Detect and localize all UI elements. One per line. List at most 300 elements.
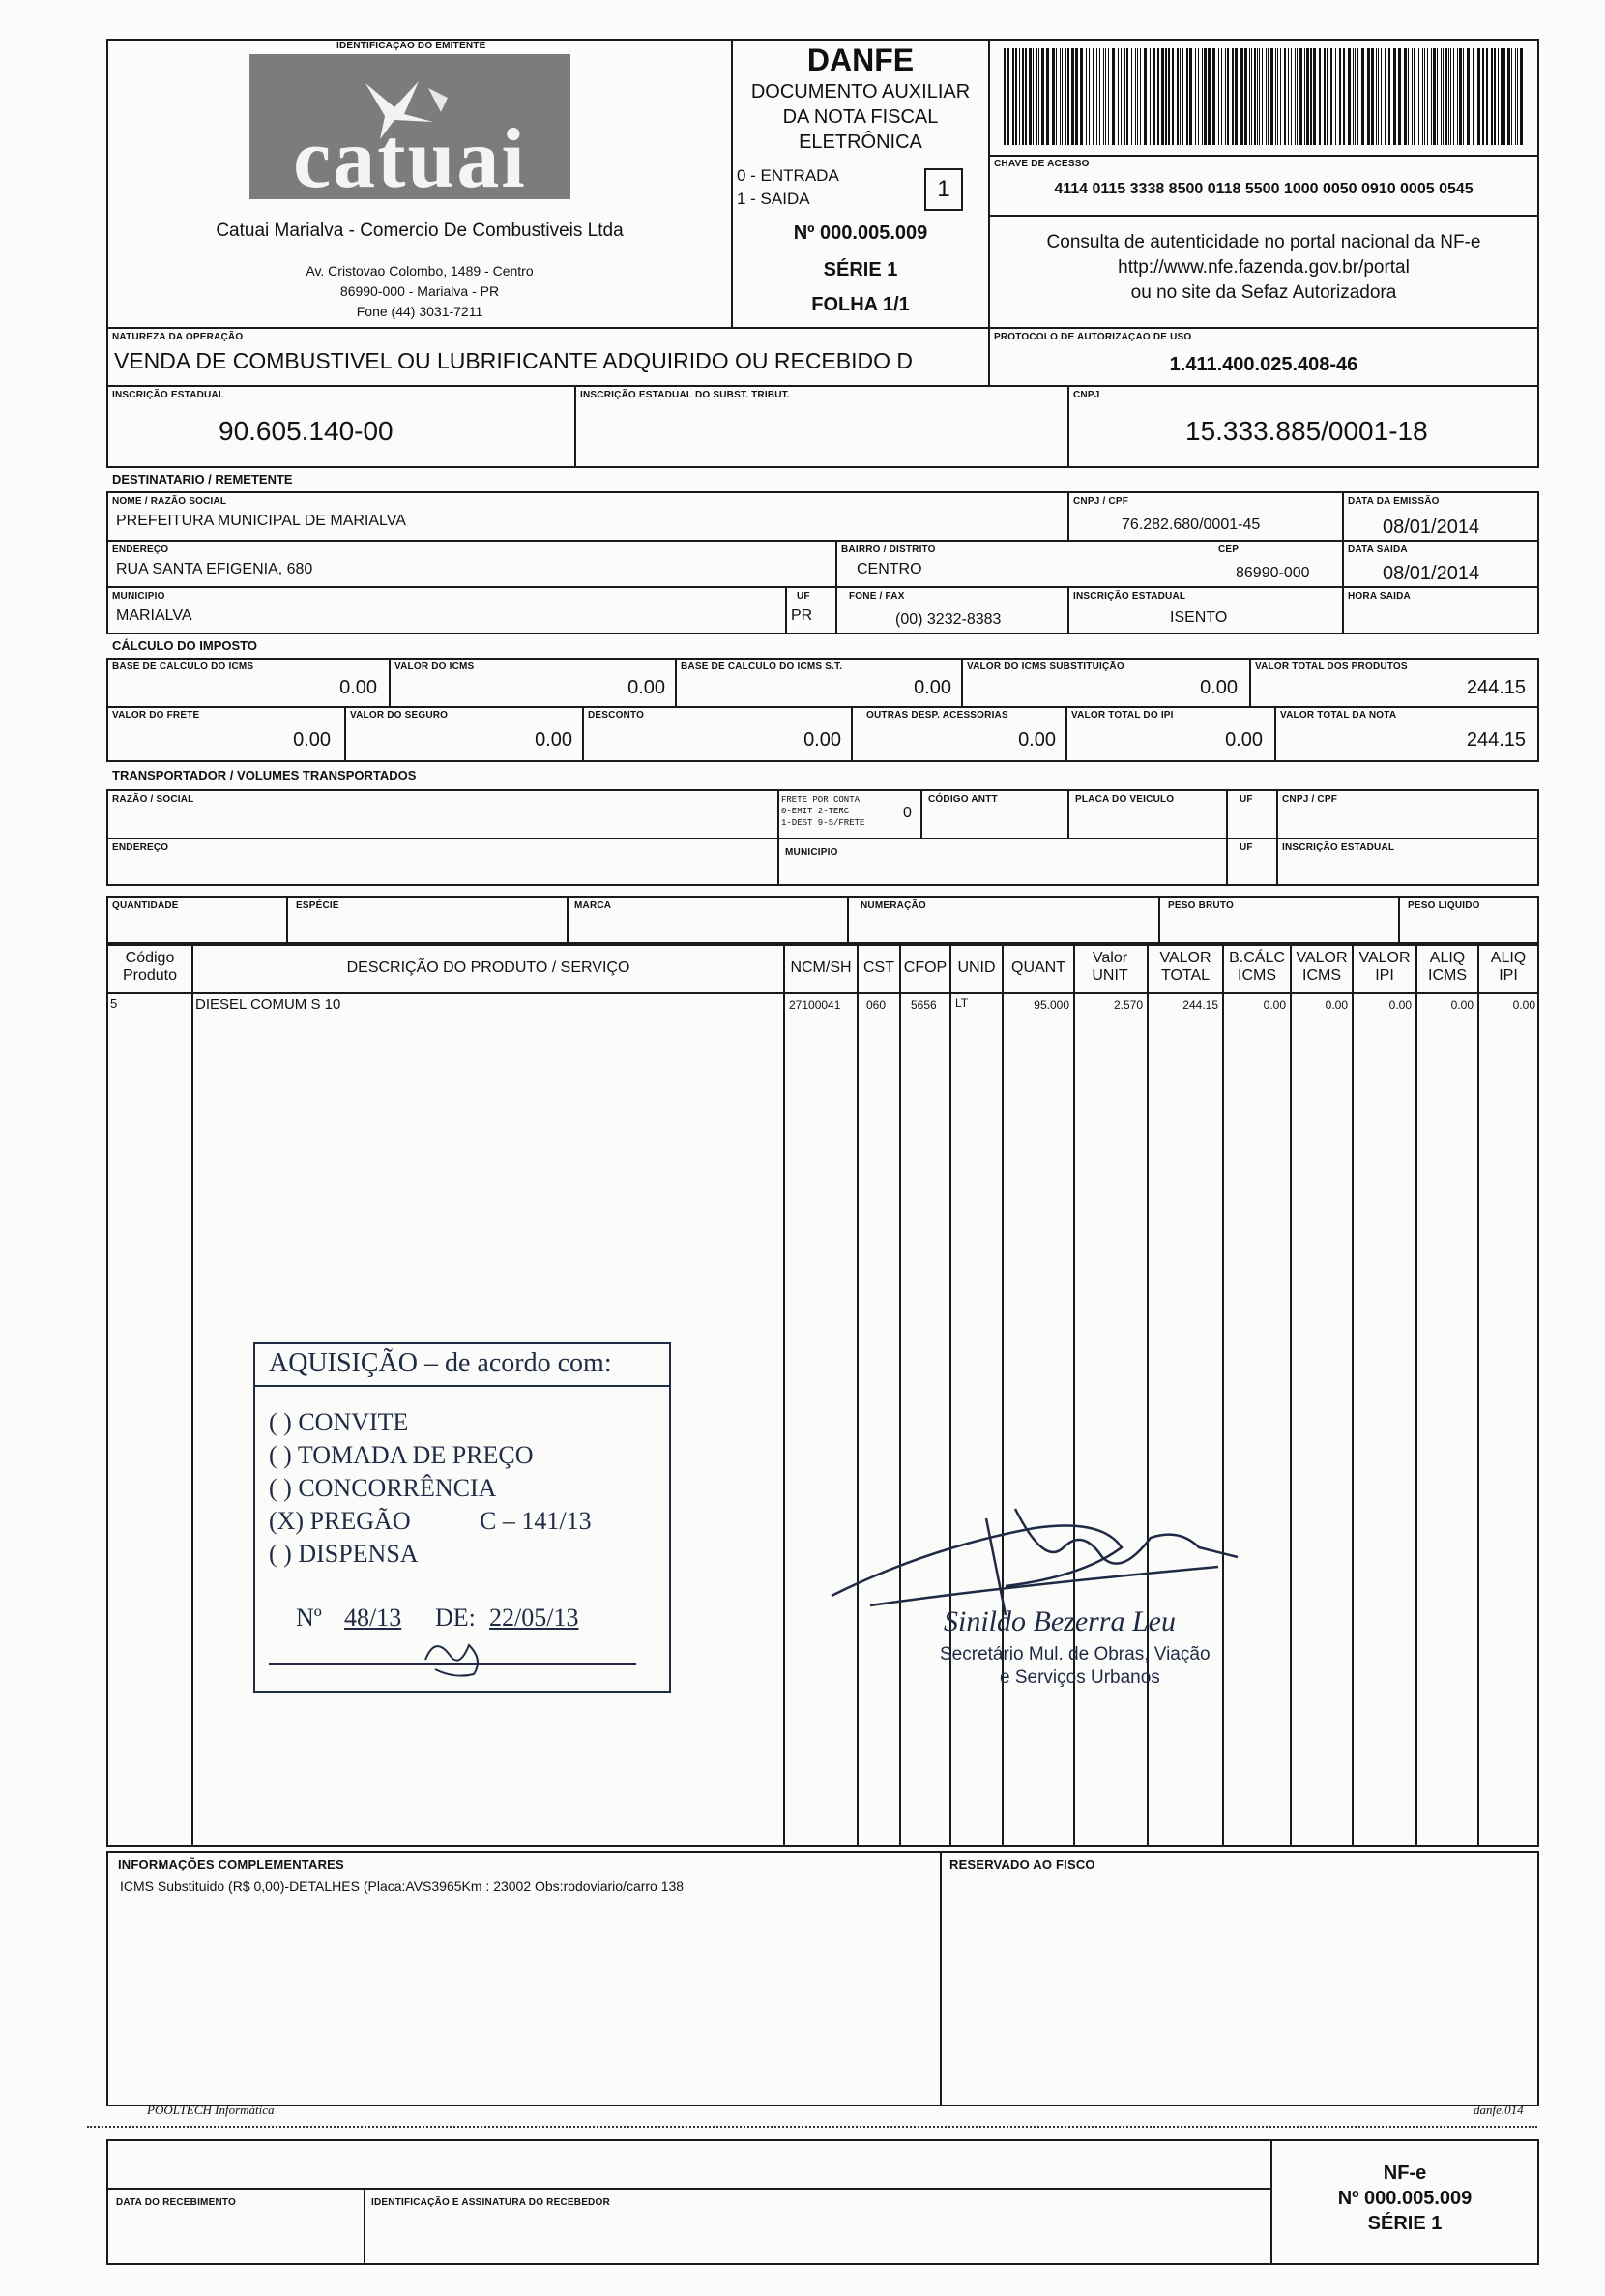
- prod-col-div-11: [1352, 944, 1354, 1847]
- row-ncm: 27100041: [789, 998, 841, 1012]
- barcode-bar: [1381, 48, 1382, 145]
- prod-col-div-12: [1415, 944, 1417, 1847]
- barcode-bar: [1288, 48, 1289, 145]
- canhoto-row-line: [106, 2188, 1270, 2190]
- imp-bc-icms-label: BASE DE CALCULO DO ICMS: [112, 662, 254, 672]
- transp-antt-label: CÓDIGO ANTT: [928, 794, 998, 805]
- barcode-bar: [1118, 48, 1119, 145]
- row-codigo: 5: [110, 996, 118, 1011]
- dest-cep: 86990-000: [1236, 565, 1310, 581]
- barcode-bar: [1080, 48, 1083, 145]
- transp-div-frete: [777, 789, 779, 886]
- barcode-bar: [1062, 48, 1063, 145]
- imp-desconto-label: DESCONTO: [588, 710, 645, 721]
- barcode-bar: [1385, 48, 1386, 145]
- barcode-bar: [1189, 48, 1192, 145]
- vol-div-2: [567, 896, 569, 944]
- dest-bairro: CENTRO: [857, 561, 922, 577]
- dest-endereco: RUA SANTA EFIGENIA, 680: [116, 561, 313, 577]
- danfe-subtitle-2: DA NOTA FISCAL: [782, 106, 939, 128]
- dest-endereco-label: ENDEREÇO: [112, 545, 169, 555]
- dest-vline-cnpj: [1067, 491, 1069, 540]
- th-aliq-icms: ALIQ ICMS: [1428, 950, 1467, 984]
- barcode-bar: [1284, 48, 1286, 145]
- barcode-bar: [1022, 48, 1024, 145]
- prod-col-div-9: [1222, 944, 1224, 1847]
- signature-name: Sinildo Bezerra Leu: [944, 1605, 1176, 1637]
- barcode-bar: [1433, 48, 1436, 145]
- barcode-bar: [1280, 48, 1281, 145]
- barcode-bar: [1038, 48, 1039, 145]
- danfe-folha: FOLHA 1/1: [811, 294, 910, 315]
- barcode-bar: [1268, 48, 1269, 145]
- barcode-bar: [1096, 48, 1097, 145]
- barcode-bar: [1254, 48, 1256, 145]
- barcode-bar: [1324, 48, 1326, 145]
- transp-frete-line-3: 1-DEST 9-S/FRETE: [781, 818, 865, 828]
- barcode-bar: [1275, 48, 1276, 145]
- barcode-bar: [1304, 48, 1305, 145]
- barcode-bar: [1501, 48, 1503, 145]
- barcode-bar: [1025, 48, 1027, 145]
- transportador-section-title: TRANSPORTADOR / VOLUMES TRANSPORTADOS: [112, 768, 417, 782]
- barcode-bar: [1227, 48, 1229, 145]
- barcode-bar: [1180, 48, 1181, 145]
- signature-role-1: Secretário Mul. de Obras, Viação: [940, 1644, 1211, 1664]
- th-quant: QUANT: [1011, 959, 1065, 976]
- prod-col-div-2: [783, 944, 785, 1847]
- barcode-bar: [1168, 48, 1170, 145]
- barcode-bar: [1393, 48, 1396, 145]
- barcode-bar: [1012, 48, 1014, 145]
- barcode-bar: [1398, 48, 1401, 145]
- barcode-bar: [1075, 48, 1078, 145]
- barcode-bar: [1450, 48, 1451, 145]
- barcode-bar: [1418, 48, 1419, 145]
- barcode-bar: [1015, 48, 1017, 145]
- aquisicao-stamp: [253, 1342, 671, 1693]
- barcode-bar: [1266, 48, 1267, 145]
- barcode-bar: [1033, 48, 1034, 145]
- vol-peso-liquido-label: PESO LIQUIDO: [1408, 900, 1480, 911]
- barcode-bar: [1212, 48, 1215, 145]
- barcode-bar: [1089, 48, 1090, 145]
- barcode-bar: [1482, 48, 1484, 145]
- row-total: 244.15: [1182, 998, 1218, 1012]
- barcode-bar: [1295, 48, 1296, 145]
- danfe-numero: Nº 000.005.009: [793, 222, 928, 244]
- fisco-box: [940, 1851, 1539, 2106]
- dest-row-line-2: [106, 586, 1539, 588]
- logo-text: catuai: [293, 112, 527, 206]
- chave-value: 4114 0115 3338 8500 0118 5500 1000 0050 0910 0005 0545: [1054, 181, 1474, 197]
- dest-emissao: 08/01/2014: [1383, 516, 1480, 538]
- imp-total-nota: 244.15: [1466, 729, 1526, 751]
- transp-div-cnpj: [1276, 789, 1278, 886]
- barcode-bar: [1131, 48, 1132, 145]
- barcode-bar: [1310, 48, 1312, 145]
- barcode-bar: [1157, 48, 1159, 145]
- dest-fone: (00) 3232-8383: [895, 611, 1002, 628]
- imp-ipi: 0.00: [1225, 729, 1263, 751]
- produtos-header-line: [106, 992, 1539, 994]
- barcode-bar: [1319, 48, 1321, 145]
- dest-row-line-1: [106, 540, 1539, 542]
- barcode-bar: [1108, 48, 1109, 145]
- barcode-bar: [1202, 48, 1203, 145]
- barcode-bar: [1105, 48, 1106, 145]
- emitente-address-2: 86990-000 - Marialva - PR: [339, 283, 500, 299]
- barcode-bar: [1313, 48, 1316, 145]
- row-v-ipi: 0.00: [1388, 998, 1412, 1012]
- barcode-bar: [1494, 48, 1496, 145]
- dest-nome-label: NOME / RAZÃO SOCIAL: [112, 496, 227, 507]
- chave-divider-bottom: [988, 215, 1539, 217]
- barcode-bar: [1459, 48, 1462, 145]
- imp-v-st-label: VALOR DO ICMS SUBSTITUIÇÃO: [967, 662, 1124, 672]
- imp-frete: 0.00: [293, 729, 331, 751]
- transp-row-line: [106, 838, 1539, 839]
- barcode-bar: [1348, 48, 1351, 145]
- stamp-opt-2: ( ) TOMADA DE PREÇO: [269, 1441, 534, 1469]
- barcode-bar: [1065, 48, 1066, 145]
- barcode-bar: [1357, 48, 1358, 145]
- vol-marca-label: MARCA: [574, 900, 612, 911]
- barcode-bar: [1140, 48, 1141, 145]
- imp-ipi-label: VALOR TOTAL DO IPI: [1071, 710, 1174, 721]
- dest-municipio-label: MUNICIPIO: [112, 591, 165, 602]
- imp-total-prod-label: VALOR TOTAL DOS PRODUTOS: [1255, 662, 1408, 672]
- ie-divider-2: [1067, 385, 1069, 468]
- th-valor-unit: Valor UNIT: [1092, 950, 1128, 984]
- imp-seguro-label: VALOR DO SEGURO: [350, 710, 449, 721]
- consulta-line-1: Consulta de autenticidade no portal nacional da NF-e: [1046, 232, 1481, 252]
- barcode-bar: [1099, 48, 1100, 145]
- barcode-bar: [1208, 48, 1211, 145]
- row-aliq-icms: 0.00: [1450, 998, 1474, 1012]
- cnpj-emitente-value: 15.333.885/0001-18: [1185, 416, 1428, 446]
- barcode-bar: [1473, 48, 1474, 145]
- dest-vline-uf: [785, 586, 787, 634]
- prod-col-div-5: [949, 944, 951, 1847]
- barcode-bar: [1477, 48, 1480, 145]
- vol-numeracao-label: NUMERAÇÃO: [861, 900, 926, 911]
- barcode-bar: [1204, 48, 1207, 145]
- barcode-bar: [1371, 48, 1374, 145]
- dest-vline-ie: [1067, 586, 1069, 634]
- stamp-num-prefix: Nº: [296, 1604, 322, 1632]
- destinatario-section-title: DESTINATARIO / REMETENTE: [112, 472, 293, 486]
- barcode-bar: [1195, 48, 1196, 145]
- barcode-bar: [1161, 48, 1164, 145]
- dest-vline-date: [1342, 491, 1344, 634]
- barcode-bar: [1137, 48, 1138, 145]
- row-descricao: DIESEL COMUM S 10: [195, 996, 341, 1013]
- natureza-label: NATUREZA DA OPERAÇÃO: [112, 332, 244, 342]
- canhoto-serie: SÉRIE 1: [1367, 2213, 1443, 2234]
- barcode-bar: [1244, 48, 1247, 145]
- stamp-num: 48/13: [344, 1604, 402, 1632]
- prod-col-div-3: [857, 944, 859, 1847]
- transp-ie-label: INSCRIÇÃO ESTADUAL: [1282, 842, 1395, 853]
- barcode-bar: [1427, 48, 1428, 145]
- dest-fone-label: FONE / FAX: [849, 591, 905, 602]
- barcode-bar: [1060, 48, 1061, 145]
- stamp-title-line: [255, 1385, 669, 1387]
- vol-div-1: [286, 896, 288, 944]
- barcode-bar: [1422, 48, 1423, 145]
- barcode-bar: [1486, 48, 1488, 145]
- emitente-phone: Fone (44) 3031-7211: [356, 304, 483, 319]
- dest-nome: PREFEITURA MUNICIPAL DE MARIALVA: [116, 513, 406, 529]
- danfe-subtitle-1: DOCUMENTO AUXILIAR: [750, 81, 971, 103]
- barcode-bar: [1414, 48, 1415, 145]
- dest-uf-label: UF: [797, 591, 810, 602]
- barcode-bar: [1441, 48, 1442, 145]
- imp-total-nota-label: VALOR TOTAL DA NOTA: [1280, 710, 1397, 721]
- transp-frete-line-2: 0-EMIT 2-TERC: [781, 807, 850, 816]
- barcode-bar: [1071, 48, 1074, 145]
- barcode-bar: [1507, 48, 1510, 145]
- ie-divider-1: [574, 385, 576, 468]
- prod-col-div-1: [191, 944, 193, 1847]
- barcode-bar: [1445, 48, 1447, 145]
- vol-peso-bruto-label: PESO BRUTO: [1168, 900, 1234, 911]
- barcode-bar: [1443, 48, 1444, 145]
- dest-emissao-label: DATA DA EMISSÃO: [1348, 496, 1440, 507]
- danfe-saida: 1 - SAIDA: [737, 190, 810, 208]
- th-descricao: DESCRIÇÃO DO PRODUTO / SERVIÇO: [346, 959, 630, 976]
- emitente-header-label: IDENTIFICAÇÃO DO EMITENTE: [336, 41, 486, 51]
- emitente-name: Catuai Marialva - Comercio De Combustiveis Ltda: [216, 221, 624, 241]
- barcode-bar: [1144, 48, 1147, 145]
- barcode-bar: [1153, 48, 1155, 145]
- dest-cnpj: 76.282.680/0001-45: [1122, 516, 1261, 533]
- transp-frete-line-1: FRETE POR CONTA: [781, 795, 861, 805]
- dest-saida-label: DATA SAIDA: [1348, 545, 1408, 555]
- barcode-bar: [1172, 48, 1174, 145]
- transp-razao-label: RAZÃO / SOCIAL: [112, 794, 194, 805]
- row-quant: 95.000: [1034, 998, 1069, 1012]
- imp-v-st: 0.00: [1200, 677, 1238, 698]
- barcode-bar: [1112, 48, 1115, 145]
- protocolo-label: PROTOCOLO DE AUTORIZAÇAO DE USO: [994, 332, 1192, 342]
- barcode-bar: [1327, 48, 1328, 145]
- vendor-footer: POOLTECH Informática: [147, 2103, 275, 2117]
- imp-bc-st: 0.00: [914, 677, 951, 698]
- ie-st-label: INSCRIÇÃO ESTADUAL DO SUBST. TRIBUT.: [580, 390, 790, 400]
- barcode-bar: [1378, 48, 1379, 145]
- dest-uf: PR: [791, 607, 813, 624]
- canhoto-data-label: DATA DO RECEBIMENTO: [116, 2197, 236, 2208]
- barcode-bar: [1135, 48, 1136, 145]
- prod-col-div-7: [1073, 944, 1075, 1847]
- barcode-bar: [1448, 48, 1449, 145]
- imposto-section-title: CÁLCULO DO IMPOSTO: [112, 638, 257, 653]
- barcode-bar: [1467, 48, 1470, 145]
- barcode-bar: [1218, 48, 1219, 145]
- imp-total-prod: 244.15: [1466, 677, 1526, 698]
- barcode-bar: [1517, 48, 1518, 145]
- barcode-bar: [1041, 48, 1044, 145]
- dest-cnpj-label: CNPJ / CPF: [1073, 496, 1129, 507]
- row-cst: 060: [866, 998, 887, 1012]
- transp-frete-value: 0: [903, 805, 912, 821]
- th-unid: UNID: [957, 959, 996, 976]
- th-bc-icms: B.CÁLC ICMS: [1229, 950, 1285, 984]
- barcode-bar: [1343, 48, 1345, 145]
- imp-seguro: 0.00: [535, 729, 572, 751]
- prod-col-div-4: [899, 944, 901, 1847]
- barcode-bar: [1424, 48, 1425, 145]
- barcode-bar: [1004, 48, 1006, 145]
- barcode-bar: [1361, 48, 1364, 145]
- imp-desconto: 0.00: [803, 729, 841, 751]
- barcode-bar: [1404, 48, 1407, 145]
- barcode-bar: [1067, 48, 1069, 145]
- barcode-bar: [1121, 48, 1122, 145]
- vol-div-4: [1158, 896, 1160, 944]
- barcode-bar: [1297, 48, 1298, 145]
- barcode-bar: [1093, 48, 1094, 145]
- barcode-bar: [1437, 48, 1438, 145]
- barcode-bar: [1291, 48, 1292, 145]
- barcode-bar: [1086, 48, 1087, 145]
- barcode-bar: [1299, 48, 1302, 145]
- barcode-bar: [1520, 48, 1523, 145]
- barcode-bar: [1221, 48, 1222, 145]
- barcode-bar: [1126, 48, 1128, 145]
- barcode-bar: [1182, 48, 1183, 145]
- barcode-bar: [1257, 48, 1258, 145]
- barcode-bar: [1412, 48, 1413, 145]
- stamp-de: 22/05/13: [489, 1604, 579, 1632]
- fisco-label: RESERVADO AO FISCO: [949, 1857, 1095, 1871]
- stamp-title: AQUISIÇÃO – de acordo com:: [269, 1348, 612, 1378]
- company-logo: [249, 54, 570, 206]
- barcode-bar: [1235, 48, 1238, 145]
- canhoto-div-1: [364, 2188, 365, 2265]
- barcode-bar: [1277, 48, 1278, 145]
- vendor-code: danfe.014: [1474, 2103, 1524, 2117]
- dest-bairro-label: BAIRRO / DISTRITO: [841, 545, 936, 555]
- transp-div-antt: [920, 789, 922, 838]
- stamp-opt-5: ( ) DISPENSA: [269, 1540, 419, 1568]
- ie-label: INSCRIÇÃO ESTADUAL: [112, 390, 225, 400]
- barcode-bar: [1408, 48, 1409, 145]
- danfe-subtitle-3: ELETRÔNICA: [799, 132, 922, 153]
- consulta-line-2: http://www.nfe.fazenda.gov.br/portal: [1118, 257, 1410, 278]
- vol-quantidade-label: QUANTIDADE: [112, 900, 179, 911]
- barcode-bar: [1457, 48, 1458, 145]
- th-valor-total: VALOR TOTAL: [1159, 950, 1211, 984]
- stamp-opt-3: ( ) CONCORRÊNCIA: [269, 1474, 497, 1502]
- th-codigo: Código Produto: [122, 950, 178, 984]
- imp-outras: 0.00: [1018, 729, 1056, 751]
- barcode-bar: [1225, 48, 1226, 145]
- barcode-bar: [1270, 48, 1273, 145]
- barcode-bar: [1150, 48, 1151, 145]
- barcode-bar: [1186, 48, 1188, 145]
- consulta-line-3: ou no site da Sefaz Autorizadora: [1130, 282, 1397, 303]
- th-aliq-ipi: ALIQ IPI: [1490, 950, 1527, 984]
- danfe-tipo-box: 1: [924, 168, 963, 211]
- dest-vline-bairro: [835, 540, 837, 634]
- row-v-icms: 0.00: [1325, 998, 1348, 1012]
- barcode-bar: [1198, 48, 1199, 145]
- th-valor-ipi: VALOR IPI: [1358, 950, 1411, 984]
- stamp-opt-4-ref: C – 141/13: [480, 1507, 592, 1535]
- barcode-bar: [1052, 48, 1055, 145]
- dest-ie: ISENTO: [1170, 609, 1228, 626]
- barcode-bar: [1431, 48, 1432, 145]
- transp-placa-label: PLACA DO VEICULO: [1075, 794, 1175, 805]
- emitente-address-1: Av. Cristovao Colombo, 1489 - Centro: [306, 263, 534, 279]
- barcode-bar: [1498, 48, 1499, 145]
- transp-uf-label: UF: [1240, 794, 1253, 805]
- vol-div-3: [847, 896, 849, 944]
- signature-role-2: e Serviços Urbanos: [1000, 1667, 1160, 1688]
- barcode-bar: [1503, 48, 1505, 145]
- barcode-bar: [1124, 48, 1125, 145]
- row-cfop: 5656: [911, 998, 937, 1012]
- imp-v-icms-label: VALOR DO ICMS: [394, 662, 475, 672]
- th-valor-icms: VALOR ICMS: [1296, 950, 1348, 984]
- barcode-bar: [1355, 48, 1356, 145]
- transp-div-placa: [1067, 789, 1069, 838]
- barcode-bar: [1165, 48, 1167, 145]
- canhoto-nfe: NF-e: [1383, 2163, 1427, 2184]
- barcode-bar: [1046, 48, 1049, 145]
- barcode-bar: [1036, 48, 1037, 145]
- vol-especie-label: ESPÉCIE: [296, 900, 339, 911]
- barcode-bar: [1515, 48, 1516, 145]
- chave-divider-top: [988, 155, 1539, 157]
- stamp-opt-1: ( ) CONVITE: [269, 1408, 409, 1436]
- barcode-bar: [1251, 48, 1252, 145]
- barcode-bar: [1007, 48, 1009, 145]
- barcode-bar: [1232, 48, 1234, 145]
- dest-cep-label: CEP: [1218, 545, 1240, 555]
- dest-ie-label: INSCRIÇÃO ESTADUAL: [1073, 591, 1186, 602]
- barcode-bar: [1330, 48, 1332, 145]
- row-unid: LT: [955, 996, 969, 1010]
- cnpj-emitente-label: CNPJ: [1073, 390, 1100, 400]
- barcode-bar: [1240, 48, 1243, 145]
- transp-cnpj-label: CNPJ / CPF: [1282, 794, 1338, 805]
- chave-label: CHAVE DE ACESSO: [994, 159, 1090, 169]
- imp-outras-label: OUTRAS DESP. ACESSORIAS: [866, 710, 1008, 721]
- dest-municipio: MARIALVA: [116, 607, 192, 624]
- th-ncm: NCM/SH: [790, 959, 852, 976]
- th-cfop: CFOP: [903, 959, 948, 976]
- barcode-bar: [1388, 48, 1390, 145]
- barcode-bar: [1019, 48, 1020, 145]
- barcode-bar: [1339, 48, 1341, 145]
- imp-bc-icms: 0.00: [339, 677, 377, 698]
- prod-col-div-8: [1147, 944, 1149, 1847]
- barcode-bar: [1029, 48, 1032, 145]
- prod-col-div-10: [1290, 944, 1292, 1847]
- transp-uf2-label: UF: [1240, 842, 1253, 853]
- barcode-bar: [1511, 48, 1512, 145]
- barcode: [1004, 48, 1526, 145]
- row-bc-icms: 0.00: [1263, 998, 1286, 1012]
- barcode-bar: [1262, 48, 1263, 145]
- row-unit: 2.570: [1113, 998, 1143, 1012]
- row-aliq-ipi: 0.00: [1512, 998, 1535, 1012]
- canhoto-assinatura-label: IDENTIFICAÇÃO E ASSINATURA DO RECEBEDOR: [371, 2197, 610, 2208]
